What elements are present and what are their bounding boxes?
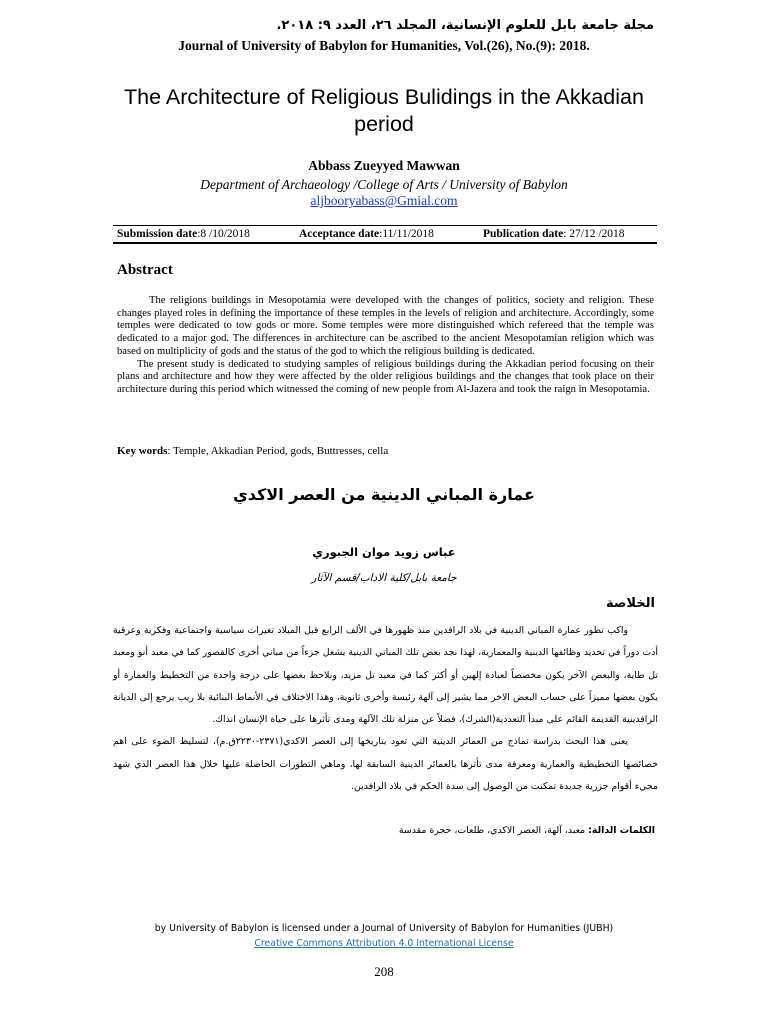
- submission-date-value: :8 /10/2018: [197, 228, 250, 240]
- acceptance-date-value: :11/11/2018: [379, 228, 434, 240]
- abstract-paragraph: The religions buildings in Mesopotamia were developed with the changes of politics, society and religion. These changes played roles in defining the importance of these temples in the levels of religion and architecture. Accordingly, some temples were dedicated to tow gods or more. Some temples were more distinguished which refereed that the temple was dedicated to a major god. The differences in architecture can be ascribed to the ancient Mesopotamian religion which was based on multiplicity of gods and the status of the god to which the religious building is dedicated.: [117, 295, 654, 357]
- license-notice: [0, 922, 768, 951]
- acceptance-date-label: Acceptance date: [299, 228, 380, 240]
- arabic-abstract-paragraph: واكب تطور عمارة المباني الدينية في بلاد الرافدين منذ ظهورها في الألف الرابع قبل الميلاد تغيرات سياسية واجتماعية وفكرية وعرقية أدت دوراً في تحديد وظائفها الدينية والمعمارية، لهذا نجد بعض تلك المباني الدينية يشغل جزءاً من مباني أخرى كالقصور كما في معبد أنو ومعبد تل طاية، والبعض الآخر يكون مخصصاً لعبادة إلهين أو أكثر كما في معبد تل مزيد، ونلاحظ بعضها على درجة واحدة من التخطيط والعمارة أو يكون بعضها مميزاً على حساب البعض الاخر مما يشير إلى آلهة رئيسة وأخرى ثانوية، وهذا الاختلاف في الأنماط البنائية بلا ريب يرجع إلى الديانة الرافدينية القديمة القائم على مبدأ التعددية(الشرك)، فضلاً عن منزلة تلك الآلهة ومدى تأثرها على حياة الإنسان انذاك.: [113, 625, 658, 726]
- abstract-body: [117, 295, 654, 397]
- submission-date-label: Submission date: [117, 228, 198, 240]
- publication-date: [483, 226, 625, 242]
- arabic-author-name: عباس زويد موان الجبوري: [312, 545, 456, 559]
- publication-date-label: Publication date: [483, 228, 564, 240]
- arabic-affiliation: جامعة بابل/كلية الاداب/قسم الآثار: [311, 572, 457, 584]
- keywords-value: : Temple, Akkadian Period, gods, Buttresses, cella: [167, 445, 389, 457]
- arabic-keywords-value: معبد، آلهة، العصر الاكدي، طلعات، حجرة مقدسة: [398, 825, 589, 836]
- author-email-link[interactable]: aljbooryabass@Gmial.com: [310, 193, 458, 208]
- page-number: 208: [374, 964, 394, 979]
- publication-date-value: : 27/12 /2018: [563, 228, 625, 240]
- dates-bar: [113, 225, 657, 244]
- license-text: by University of Babylon is licensed under a Journal of University of Babylon for Humanities (JUBH): [154, 923, 614, 934]
- arabic-abstract-body: [113, 620, 658, 798]
- license-link[interactable]: Creative Commons Attribution 4.0 International License: [254, 937, 514, 949]
- journal-header-arabic: مجلة جامعة بابل للعلوم الإنسانية، المجلد ٢٦، العدد ٩: ٢٠١٨.: [276, 18, 654, 33]
- abstract-paragraph: The present study is dedicated to studying samples of religious buildings during the Akkadian period focusing on their plans and architecture and how they were affected by the older religious buildings and the changes that took place on their architecture during this period which witnessed the coming of new people from Al-Jazera and took the raign in Mesopotamia.: [117, 358, 654, 395]
- keywords: [117, 445, 654, 457]
- abstract-heading: Abstract: [117, 262, 173, 278]
- arabic-abstract-paragraph: يعنى هذا البحث بدراسة نماذج من العمائر الدينية التي تعود بتاريخها إلى العصر الاكدي(٢٣٧١-٢٢٣٠ق.م)، لتسليط الضوء على اهم خصائصها التخطيطية والعمارية ومعرفة مدى تأثرها بالعمائر الدينية السابقة لها، وماهي التطورات الحاصلة عليها خلال هذا العصر الذي شهد مجيء أقوام جزرية جديدة تمكنت من الوصول إلى سدة الحكم في بلاد الرافدين.: [113, 736, 658, 793]
- author-name: Abbass Zueyyed Mawwan: [308, 158, 460, 173]
- submission-date: [117, 226, 250, 242]
- author-affiliation: Department of Archaeology /College of Arts / University of Babylon: [200, 177, 568, 192]
- arabic-title: عمارة المباني الدينية من العصر الاكدي: [233, 485, 535, 504]
- keywords-label: Key words: [117, 445, 168, 457]
- acceptance-date: [299, 226, 434, 242]
- journal-header-english: Journal of University of Babylon for Humanities, Vol.(26), No.(9): 2018.: [178, 38, 590, 53]
- arabic-keywords: [399, 825, 655, 836]
- paper-title: The Architecture of Religious Bulidings in the Akkadian period: [124, 85, 644, 136]
- arabic-abstract-heading: الخلاصة: [605, 596, 655, 611]
- arabic-keywords-label: الكلمات الدالة:: [588, 825, 655, 836]
